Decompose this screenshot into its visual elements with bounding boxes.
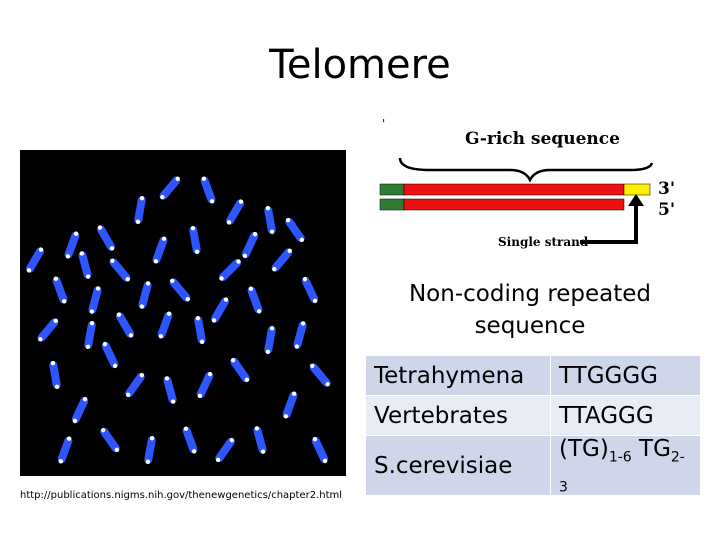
chromosome [124,371,147,399]
chromosome [270,247,294,274]
chromosome [181,425,198,454]
chromosome [77,250,92,280]
overhang-yellow [624,184,650,195]
brace-bracket [400,158,652,180]
chromosome [87,285,102,315]
chromosome [194,315,207,344]
organism-cell: S.cerevisiae [366,436,551,496]
chromosome [49,360,62,389]
chromosome [214,436,237,464]
chromosome [224,198,245,227]
chromosome [209,296,230,325]
chromosome [156,310,173,339]
chromosome [95,224,116,253]
chromosome [189,225,202,254]
organism-cell: Tetrahymena [366,356,551,396]
chromosome [308,362,332,389]
chromosome [281,390,298,419]
chromosome [51,275,68,304]
top-strand-green [380,184,404,195]
seq-main: (TG) [559,436,609,462]
chromosome [168,277,192,304]
chromosome [252,425,267,455]
chromosome [108,257,132,284]
single-strand-label: Single strand [498,235,589,249]
chromosome [158,175,182,202]
sequence-cell: TTAGGG [551,396,701,436]
top-strand-red [404,184,624,195]
bottom-strand-green [380,199,404,210]
chromosome [63,230,80,259]
sequence-cell [551,436,701,496]
chromosome [199,175,216,204]
chromosome [84,320,97,349]
chromosome [284,216,307,244]
chromosome [137,280,152,310]
seq-mid: TG [631,436,671,462]
source-caption: http://publications.nigms.nih.gov/thenewgenetics/chapter2.html [20,490,343,501]
seq-sub-1: 1-6 [608,449,632,466]
organism-cell: Vertebrates [366,396,551,436]
table-row [366,436,701,496]
chromosome [151,235,168,264]
seq-sub-2: 2-3 [559,449,685,496]
chromosome [240,230,259,259]
chromosome-micrograph [20,150,346,476]
chromosome [300,275,319,304]
chromosome [264,325,277,354]
end-3-label: 3' [658,179,676,199]
chromosome [56,435,73,464]
chromosome [144,435,157,464]
chromosome [114,311,135,340]
repeat-sequence-table [365,355,701,496]
table-row [366,356,701,396]
chromosome [99,426,122,454]
chromosome [70,395,89,424]
chromosome [162,375,177,405]
chromosome [24,246,45,275]
chromosome [292,320,307,350]
chromosome [246,285,263,314]
chromosome [134,195,147,224]
sequence-cell: TTGGGG [551,356,701,396]
g-rich-label: G-rich sequence [465,129,620,149]
table-row [366,396,701,436]
chromosome [310,435,329,464]
bottom-strand-red [404,199,624,210]
chromosome-spread-image [20,150,346,476]
description-text: Non-coding repeated sequence [408,281,652,339]
chromosome [100,340,119,369]
telomere-diagram [370,118,690,253]
slide-title: Telomere [269,42,451,88]
diagram-tick: ' [382,118,386,131]
arrow-head-icon [628,194,644,206]
chromosome [217,257,243,283]
chromosome [36,317,60,344]
chromosome [264,205,277,234]
chromosome [195,370,214,399]
end-5-label: 5' [658,200,676,220]
chromosome [229,356,252,384]
